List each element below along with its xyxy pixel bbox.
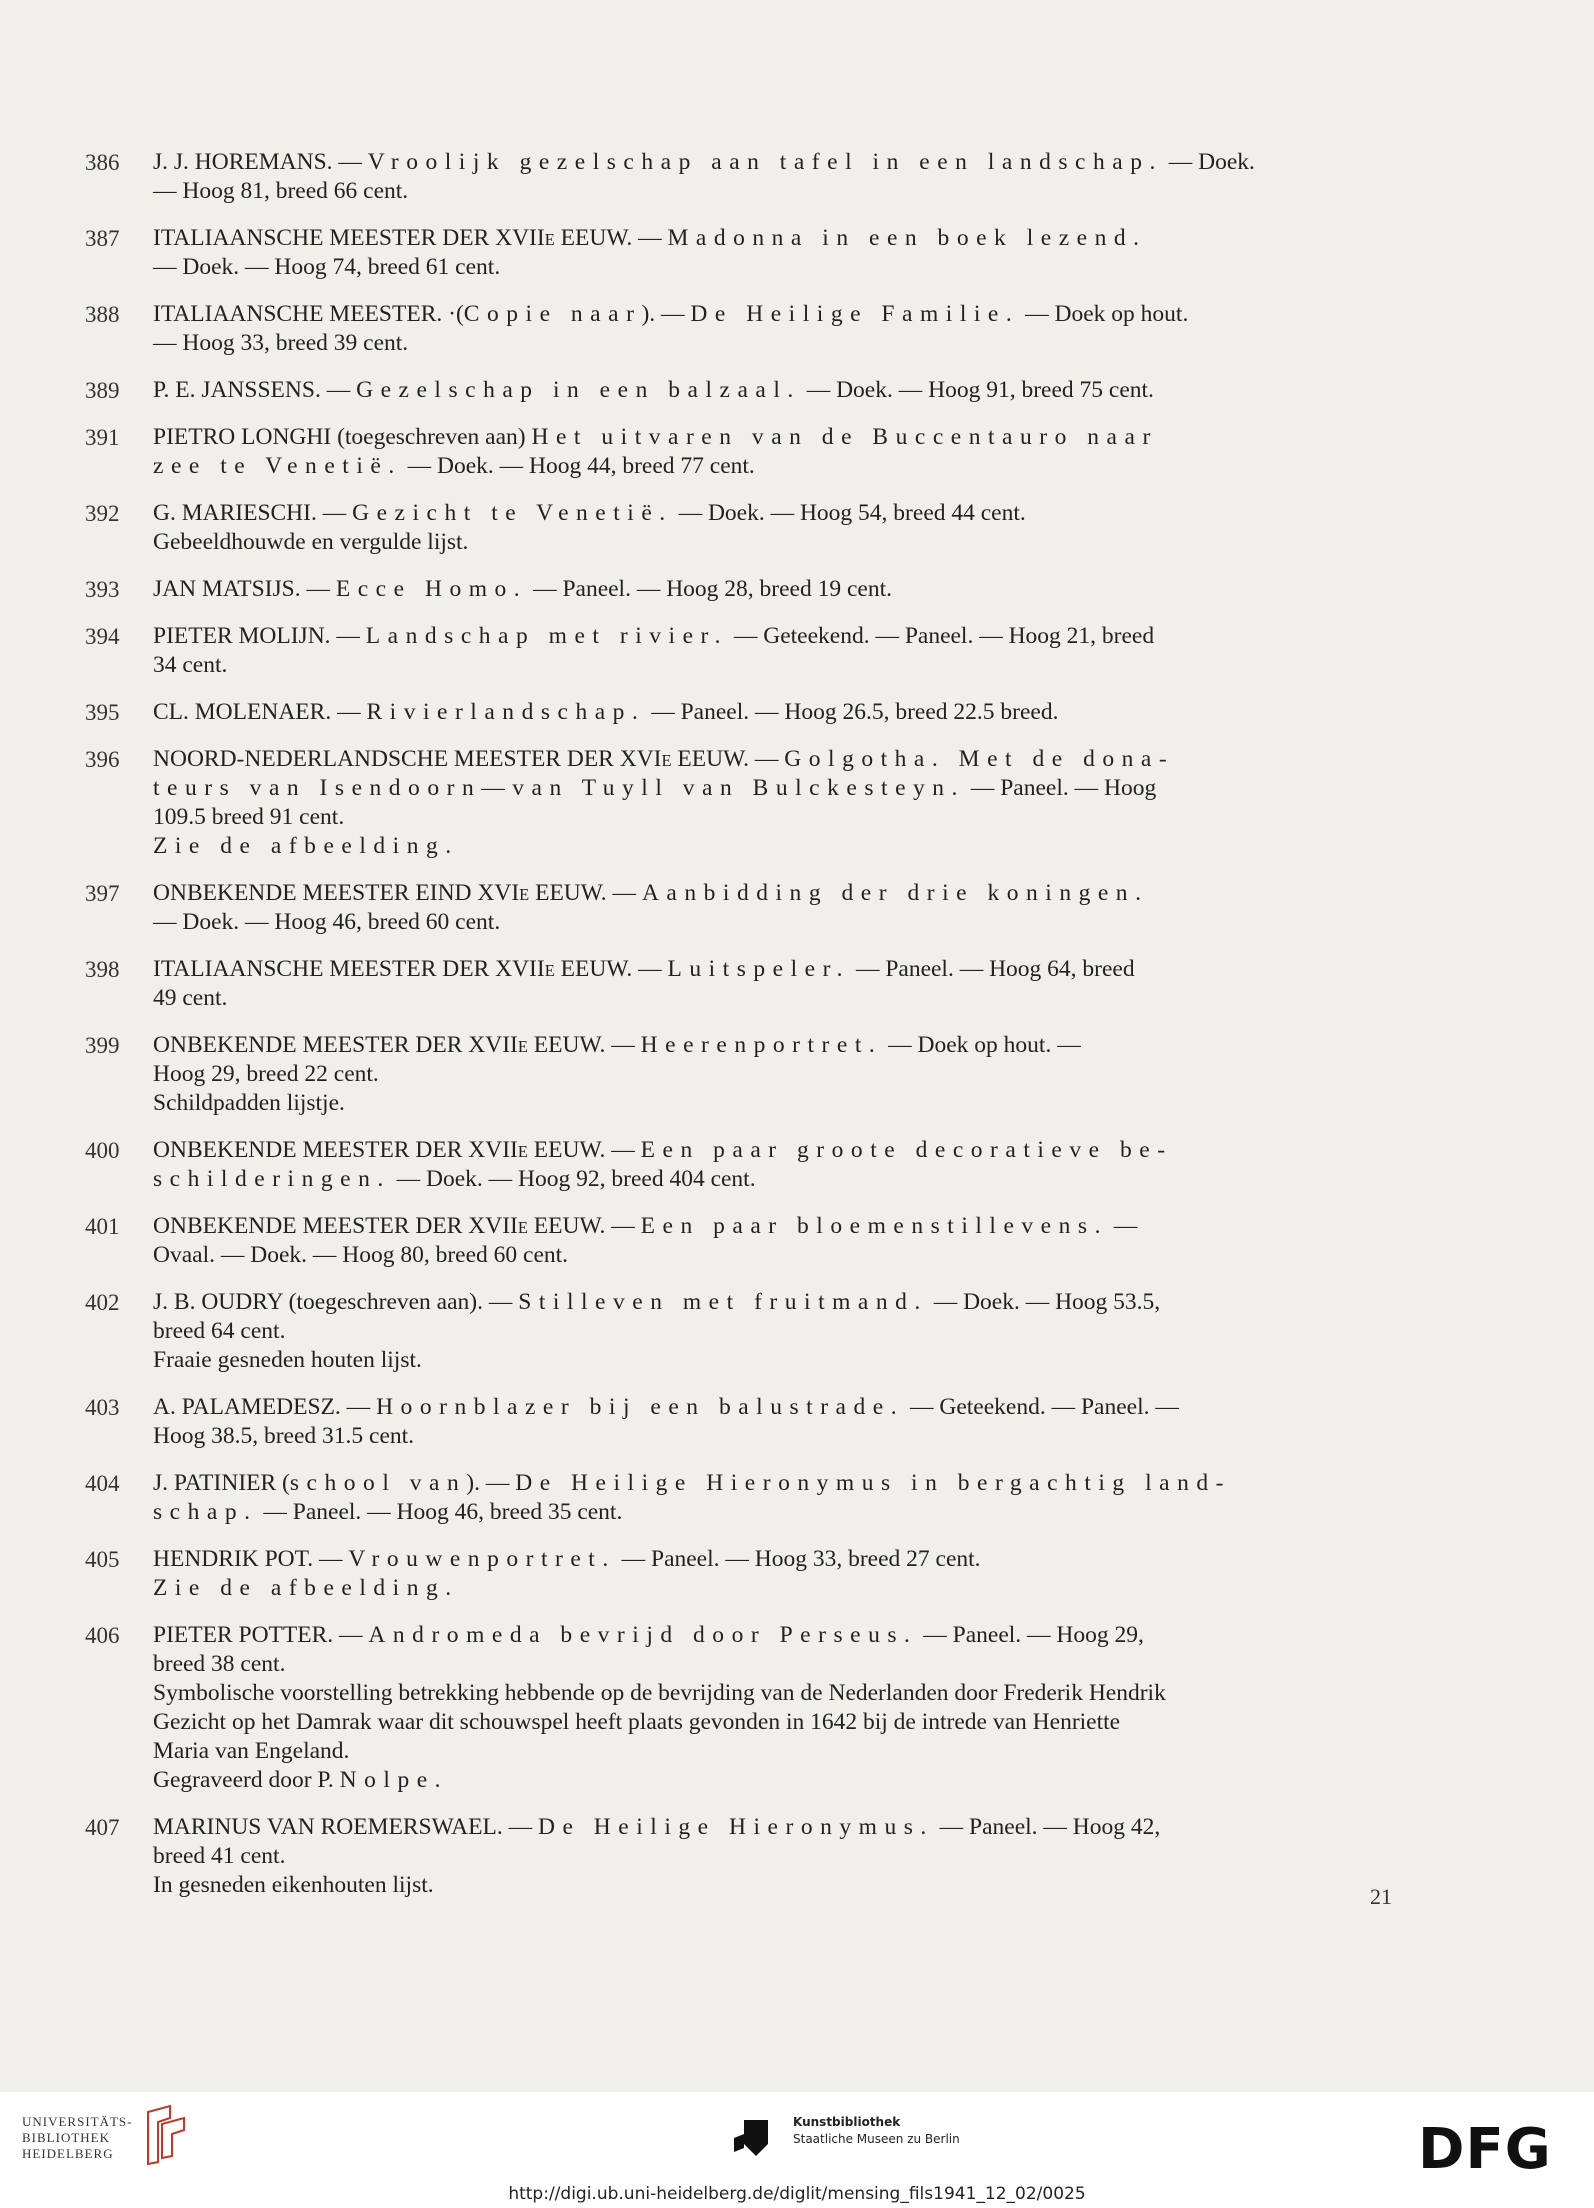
entry-segment: — Paneel. — Hoog 33, breed 27 cent. <box>615 1546 981 1572</box>
entry-title-text: Luitspeler. <box>667 956 851 982</box>
entry-text <box>153 499 1395 557</box>
entry-segment: E <box>517 1142 528 1161</box>
entry-text <box>153 955 1395 1013</box>
entry-line <box>153 1422 1395 1451</box>
entry-text <box>153 1136 1395 1194</box>
entry-segment: J. PATINIER ( <box>153 1470 290 1496</box>
entry-title-text: Heerenportret. <box>640 1032 883 1058</box>
entry-segment: ONBEKENDE MEESTER DER XVII <box>153 1213 518 1239</box>
entry-number: 386 <box>85 150 120 175</box>
entry-line <box>153 423 1395 452</box>
entry-segment: — <box>1107 1213 1138 1239</box>
entry-segment: — Doek. — Hoog 54, breed 44 cent. <box>672 500 1026 526</box>
entry-line <box>153 224 1395 253</box>
entry-number: 389 <box>85 378 120 403</box>
catalogue-entry <box>85 1288 1395 1375</box>
entry-title-text: Landschap met rivier. <box>365 623 728 649</box>
entry-segment: Gebeeldhouwde en vergulde lijst. <box>153 529 469 555</box>
entry-number: 404 <box>85 1471 120 1496</box>
entry-line <box>153 1089 1395 1118</box>
entry-number: 391 <box>85 425 120 450</box>
entry-text <box>153 1212 1395 1270</box>
entry-number: 405 <box>85 1547 120 1572</box>
entry-number: 393 <box>85 577 120 602</box>
catalogue-entry <box>85 955 1395 1013</box>
catalogue-entry <box>85 622 1395 680</box>
entry-title-text: schilderingen. <box>153 1166 391 1192</box>
entry-title-text: Madonna in een boek lezend. <box>667 225 1147 251</box>
catalogue-entry <box>85 1031 1395 1118</box>
entry-segment: ITALIAANSCHE MEESTER DER XVII <box>153 225 545 251</box>
entry-segment: breed 38 cent. <box>153 1651 286 1677</box>
entry-title-text: Hoornblazer bij een balustrade. <box>376 1394 905 1420</box>
entry-segment: Gezicht op het Damrak waar dit schouwspel heeft plaats gevonden in 1642 bij de intrede van Henriette <box>153 1709 1121 1735</box>
kunstbibliothek-logo-icon[interactable] <box>730 2114 782 2162</box>
catalogue-entry <box>85 423 1395 481</box>
entry-segment: Hoog 38.5, breed 31.5 cent. <box>153 1423 415 1449</box>
entry-segment: 49 cent. <box>153 985 228 1011</box>
entry-title-text: school van <box>289 1470 467 1496</box>
entry-segment: ONBEKENDE MEESTER DER XVII <box>153 1032 518 1058</box>
entry-number: 406 <box>85 1623 120 1648</box>
entry-text <box>153 224 1395 282</box>
entry-line <box>153 177 1395 206</box>
entry-number: 388 <box>85 302 120 327</box>
entry-number: 407 <box>85 1815 120 1840</box>
entry-segment: J. J. HOREMANS. — <box>153 149 368 175</box>
entry-line <box>153 1650 1395 1679</box>
entry-line <box>153 575 1395 604</box>
entry-line <box>153 1574 1395 1603</box>
catalogue-entry <box>85 1621 1395 1795</box>
entry-segment: ITALIAANSCHE MEESTER DER XVII <box>153 956 545 982</box>
entry-line <box>153 1708 1395 1737</box>
entry-number: 400 <box>85 1138 120 1163</box>
entry-number: 399 <box>85 1033 120 1058</box>
entry-line <box>153 984 1395 1013</box>
entry-line <box>153 803 1395 832</box>
entry-number: 401 <box>85 1214 120 1239</box>
entry-line <box>153 879 1395 908</box>
entry-text <box>153 148 1395 206</box>
entry-segment: MARINUS VAN ROEMERSWAEL. — <box>153 1814 538 1840</box>
entry-line <box>153 1621 1395 1650</box>
ub-heidelberg-logo-icon[interactable] <box>140 2104 190 2166</box>
entry-line <box>153 1165 1395 1194</box>
entry-title-text: Vroolijk gezelschap aan tafel in een landschap. <box>367 149 1163 175</box>
entry-line <box>153 1871 1395 1900</box>
entry-text <box>153 622 1395 680</box>
entry-segment: E <box>661 751 672 770</box>
entry-segment: EEUW. — <box>527 1213 641 1239</box>
entry-segment: 34 cent. <box>153 652 228 678</box>
entry-line <box>153 1469 1395 1498</box>
entry-segment: ONBEKENDE MEESTER EIND XVI <box>153 880 520 906</box>
catalogue-entry <box>85 879 1395 937</box>
entry-segment: A. PALAMEDESZ. — <box>153 1394 377 1420</box>
entry-segment: In gesneden eikenhouten lijst. <box>153 1872 434 1898</box>
catalogue-entries <box>85 148 1395 1918</box>
entry-text <box>153 1031 1395 1118</box>
entry-segment: — Hoog 81, breed 66 cent. <box>153 178 409 204</box>
entry-segment: EEUW. — <box>554 225 668 251</box>
entry-segment: Schildpadden lijstje. <box>153 1090 345 1116</box>
entry-text <box>153 1621 1395 1795</box>
entry-segment: breed 41 cent. <box>153 1843 286 1869</box>
entry-segment: EEUW. — <box>554 956 668 982</box>
entry-line <box>153 1288 1395 1317</box>
kunstbibliothek-title: Kunstbibliothek <box>793 2115 901 2129</box>
entry-segment: breed 64 cent. <box>153 1318 286 1344</box>
entry-segment: — Geteekend. — Paneel. — <box>904 1394 1179 1420</box>
entry-segment: E <box>544 961 555 980</box>
entry-line <box>153 1060 1395 1089</box>
entry-number: 387 <box>85 226 120 251</box>
entry-text <box>153 1469 1395 1527</box>
entry-title-text: Nolpe. <box>339 1767 449 1793</box>
entry-segment: — Doek op hout. <box>1019 301 1189 327</box>
entry-segment: — Paneel. — Hoog 46, breed 35 cent. <box>257 1499 623 1525</box>
catalogue-entry <box>85 1393 1395 1451</box>
entry-title-text: De Heilige Familie. <box>690 301 1020 327</box>
entry-segment: — Doek. — Hoog 91, breed 75 cent. <box>800 377 1154 403</box>
ub-line: HEIDELBERG <box>22 2146 114 2161</box>
entry-text <box>153 1813 1395 1900</box>
entry-text <box>153 575 1395 604</box>
entry-title-text: Een paar groote decoratieve be- <box>640 1137 1173 1163</box>
catalogue-entry <box>85 300 1395 358</box>
entry-segment: — Paneel. — Hoog 26.5, breed 22.5 breed. <box>645 699 1059 725</box>
entry-line <box>153 452 1395 481</box>
catalogue-entry <box>85 745 1395 861</box>
ub-line: BIBLIOTHEK <box>22 2130 110 2145</box>
entry-number: 402 <box>85 1290 120 1315</box>
entry-number: 394 <box>85 624 120 649</box>
entry-segment: PIETER POTTER. — <box>153 1622 369 1648</box>
entry-title-text: zee te Venetië. <box>153 453 402 479</box>
catalogue-entry <box>85 224 1395 282</box>
catalogue-entry <box>85 1813 1395 1900</box>
entry-line <box>153 908 1395 937</box>
entry-line <box>153 148 1395 177</box>
entry-segment: EEUW. — <box>527 1032 641 1058</box>
entry-text <box>153 698 1395 727</box>
catalogue-entry <box>85 148 1395 206</box>
entry-line <box>153 1498 1395 1527</box>
entry-line <box>153 1545 1395 1574</box>
entry-segment: NOORD-NEDERLANDSCHE MEESTER DER XVI <box>153 746 662 772</box>
entry-title-text: Een paar bloemenstillevens. <box>640 1213 1108 1239</box>
entry-title-text: Gezicht te Venetië. <box>352 500 673 526</box>
entry-segment: E <box>517 1218 528 1237</box>
entry-segment: — Doek. <box>1162 149 1255 175</box>
entry-segment: ITALIAANSCHE MEESTER. ·( <box>153 301 464 327</box>
entry-title-text: Golgotha. Met de dona- <box>784 746 1175 772</box>
entry-number: 398 <box>85 957 120 982</box>
entry-segment: — Paneel. — Hoog 42, <box>933 1814 1161 1840</box>
entry-title-text: Aanbidding der drie koningen. <box>641 880 1149 906</box>
entry-title-text: Andromeda bevrijd door Perseus. <box>368 1622 918 1648</box>
ub-line: UNIVERSITÄTS- <box>22 2114 133 2129</box>
entry-segment: E <box>544 230 555 249</box>
catalogue-entry <box>85 698 1395 727</box>
entry-title-text: Het uitvaren van de Buccentauro naar <box>531 424 1158 450</box>
catalogue-entry <box>85 1136 1395 1194</box>
entry-segment: Hoog 29, breed 22 cent. <box>153 1061 379 1087</box>
catalogue-entry <box>85 1469 1395 1527</box>
entry-number: 397 <box>85 881 120 906</box>
entry-segment: Maria van Engeland. <box>153 1738 350 1764</box>
entry-segment: Ovaal. — Doek. — Hoog 80, breed 60 cent. <box>153 1242 569 1268</box>
entry-segment: — Geteekend. — Paneel. — Hoog 21, breed <box>727 623 1155 649</box>
entry-segment: — Paneel. — Hoog 29, <box>917 1622 1144 1648</box>
entry-text <box>153 879 1395 937</box>
catalogue-entry <box>85 1212 1395 1270</box>
entry-title-text: Ecce Homo. <box>335 576 528 602</box>
entry-line <box>153 774 1395 803</box>
entry-title-text: schap. <box>153 1499 258 1525</box>
entry-text <box>153 745 1395 861</box>
entry-line <box>153 745 1395 774</box>
entry-number: 395 <box>85 700 120 725</box>
entry-line <box>153 651 1395 680</box>
kunstbibliothek-subtitle: Staatliche Museen zu Berlin <box>793 2132 960 2146</box>
entry-segment: PIETER MOLIJN. — <box>153 623 366 649</box>
entry-segment: EEUW. — <box>671 746 785 772</box>
entry-segment: — Paneel. — Hoog <box>964 775 1157 801</box>
entry-line <box>153 329 1395 358</box>
entry-text <box>153 1545 1395 1603</box>
entry-segment: HENDRIK POT. — <box>153 1546 349 1572</box>
entry-title-text: Copie naar <box>463 301 642 327</box>
entry-segment: JAN MATSIJS. — <box>153 576 336 602</box>
entry-line <box>153 528 1395 557</box>
catalogue-entry <box>85 575 1395 604</box>
entry-text <box>153 376 1395 405</box>
entry-text <box>153 1393 1395 1451</box>
catalogue-entry <box>85 376 1395 405</box>
entry-segment: CL. MOLENAER. — <box>153 699 367 725</box>
entry-text <box>153 423 1395 481</box>
catalogue-entry <box>85 1545 1395 1603</box>
entry-line <box>153 499 1395 528</box>
entry-line <box>153 1813 1395 1842</box>
entry-text <box>153 1288 1395 1375</box>
ub-heidelberg-wordmark[interactable] <box>22 2114 133 2162</box>
entry-segment: EEUW. — <box>529 880 642 906</box>
entry-title-text: Rivierlandschap. <box>366 699 646 725</box>
entry-segment: Symbolische voorstelling betrekking hebbende op de bevrijding van de Nederlanden door Frederik Hendrik <box>153 1680 1166 1706</box>
entry-segment: E <box>517 1037 528 1056</box>
entry-title-text: teurs van Isendoorn—van Tuyll van Bulckesteyn. <box>153 775 965 801</box>
entry-segment: Fraaie gesneden houten lijst. <box>153 1347 422 1373</box>
entry-line <box>153 1842 1395 1871</box>
entry-segment: — Doek. — Hoog 92, breed 404 cent. <box>390 1166 756 1192</box>
entry-segment: ). — <box>641 301 691 327</box>
entry-number: 392 <box>85 501 120 526</box>
entry-segment: — Doek. — Hoog 74, breed 61 cent. <box>153 254 501 280</box>
entry-number: 403 <box>85 1395 120 1420</box>
entry-segment: ONBEKENDE MEESTER DER XVII <box>153 1137 518 1163</box>
entry-text <box>153 300 1395 358</box>
entry-title-text: Zie de afbeelding. <box>153 833 459 859</box>
entry-segment: ). — <box>466 1470 516 1496</box>
dfg-logo[interactable]: DFG <box>1418 2117 1552 2182</box>
entry-segment: 109.5 breed 91 cent. <box>153 804 345 830</box>
entry-line <box>153 832 1395 861</box>
entry-segment: PIETRO LONGHI (toegeschreven aan) <box>153 424 532 450</box>
entry-segment: — Doek. — Hoog 44, breed 77 cent. <box>401 453 755 479</box>
entry-segment: P. E. JANSSENS. — <box>153 377 357 403</box>
entry-segment: — Doek. — Hoog 53.5, <box>927 1289 1161 1315</box>
entry-segment: — Doek op hout. — <box>882 1032 1081 1058</box>
entry-line <box>153 253 1395 282</box>
entry-segment: — Doek. — Hoog 46, breed 60 cent. <box>153 909 501 935</box>
entry-line <box>153 1212 1395 1241</box>
catalogue-entry <box>85 499 1395 557</box>
entry-line <box>153 376 1395 405</box>
entry-line <box>153 1317 1395 1346</box>
entry-title-text: Gezelschap in een balzaal. <box>356 377 801 403</box>
entry-segment: E <box>519 885 530 904</box>
kunstbibliothek-wordmark[interactable] <box>793 2114 960 2148</box>
entry-line <box>153 1766 1395 1795</box>
page-number: 21 <box>1370 1884 1392 1909</box>
entry-line <box>153 1393 1395 1422</box>
entry-title-text: Stilleven met fruitmand. <box>518 1289 928 1315</box>
entry-line <box>153 1346 1395 1375</box>
entry-line <box>153 300 1395 329</box>
entry-title-text: Zie de afbeelding. <box>153 1575 459 1601</box>
entry-line <box>153 622 1395 651</box>
entry-title-text: De Heilige Hieronymus in bergachtig land- <box>515 1470 1231 1496</box>
entry-segment: EEUW. — <box>527 1137 641 1163</box>
entry-segment: — Paneel. — Hoog 28, breed 19 cent. <box>527 576 892 602</box>
entry-segment: Gegraveerd door P. <box>153 1767 340 1793</box>
entry-segment: — Paneel. — Hoog 64, breed <box>850 956 1135 982</box>
entry-line <box>153 698 1395 727</box>
entry-line <box>153 1737 1395 1766</box>
entry-number: 396 <box>85 747 120 772</box>
entry-segment: J. B. OUDRY (toegeschreven aan). — <box>153 1289 519 1315</box>
entry-segment: — Hoog 33, breed 39 cent. <box>153 330 409 356</box>
entry-segment: G. MARIESCHI. — <box>153 500 353 526</box>
entry-title-text: De Heilige Hieronymus. <box>537 1814 934 1840</box>
entry-line <box>153 955 1395 984</box>
entry-title-text: Vrouwenportret. <box>348 1546 616 1572</box>
entry-line <box>153 1031 1395 1060</box>
entry-line <box>153 1241 1395 1270</box>
permalink-url[interactable]: http://digi.ub.uni-heidelberg.de/diglit/mensing_fils1941_12_02/0025 <box>508 2184 1086 2204</box>
entry-line <box>153 1679 1395 1708</box>
entry-line <box>153 1136 1395 1165</box>
